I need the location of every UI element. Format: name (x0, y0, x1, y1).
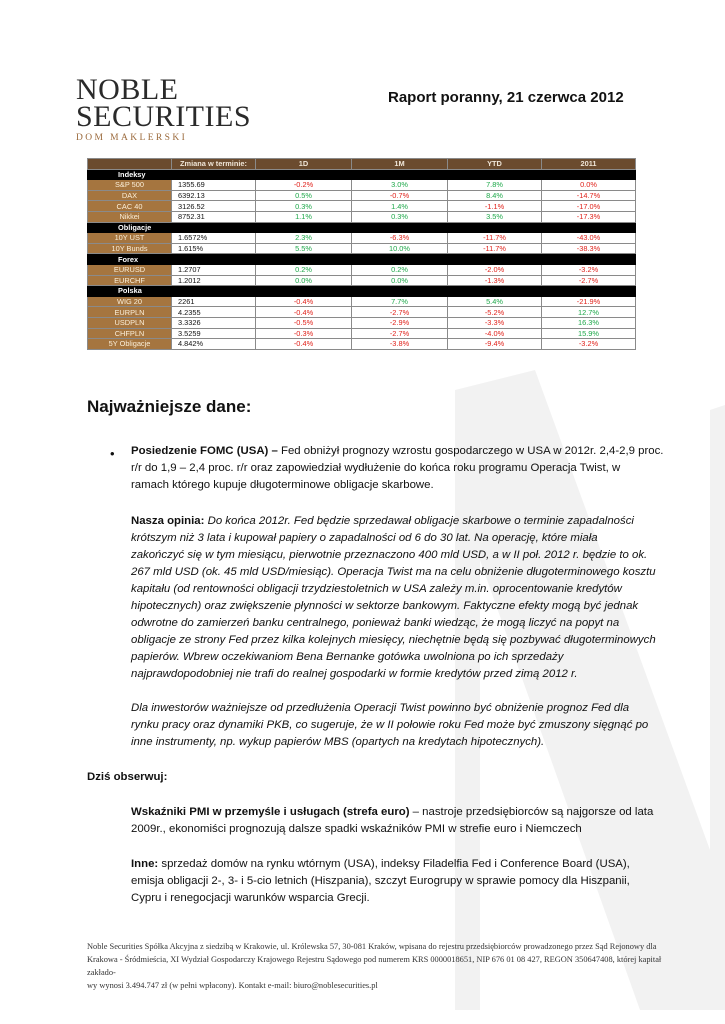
header-cell-empty (88, 159, 172, 170)
section-heading: Najważniejsze dane: (87, 397, 252, 416)
change-d1: 1.1% (256, 211, 352, 222)
table-header-cell: 1D (256, 159, 352, 170)
table-row (88, 339, 636, 350)
change-ytd: -9.4% (448, 339, 542, 350)
table-section-row (88, 222, 636, 233)
opinion-line: 267 mld USD (ok. 45 mld USD/miesiąc). Operacja Twist ma na celu obniżenie długoterminowego kosztu (131, 566, 656, 578)
instrument-value: 3126.52 (172, 201, 256, 212)
footer-line-1: Noble Securities Spółka Akcyjna z siedzibą w Krakowie, ul. Królewska 57, 30-081 Kraków, wpisana do rejestru przedsiębiorców prowadzonego przez Sąd Rejonowy dla (87, 942, 657, 951)
change-d1: -0.4% (256, 339, 352, 350)
change-d1: -0.4% (256, 307, 352, 318)
instrument-name: CHFPLN (88, 328, 172, 339)
change-y2011: 15.9% (542, 328, 636, 339)
instrument-value: 1.2707 (172, 264, 256, 275)
table-row (88, 190, 636, 201)
change-d1: -0.2% (256, 180, 352, 191)
change-m1: 10.0% (352, 243, 448, 254)
change-d1: 2.3% (256, 233, 352, 244)
inne-line-3: Cypru i renegocjacji warunków wsparcia Grecji. (131, 892, 370, 904)
change-y2011: -14.7% (542, 190, 636, 201)
footer-line-3: wy wynosi 3.494.747 zł (w pełni wpłacony). Kontakt e-mail: biuro@noblesecurities.pl (87, 981, 378, 990)
change-ytd: 8.4% (448, 190, 542, 201)
change-ytd: 5.4% (448, 296, 542, 307)
instrument-name: EURCHF (88, 275, 172, 286)
change-ytd: -4.0% (448, 328, 542, 339)
fomc-line-2: r/r do 1,9 – 2,4 proc. r/r oraz zapowiedział wydłużenie do końca roku programu Operacja Twist, w (131, 462, 621, 474)
change-ytd: -3.3% (448, 317, 542, 328)
noble-securities-logo (76, 73, 252, 143)
change-y2011: -17.3% (542, 211, 636, 222)
table-row (88, 328, 636, 339)
instrument-name: 10Y Bunds (88, 243, 172, 254)
table-row (88, 296, 636, 307)
pmi-label: Wskaźniki PMI w przemyśle i usługach (strefa euro) (131, 806, 410, 818)
inne-line-1: sprzedaż domów na rynku wtórnym (USA), indeksy Filadelfia Fed i Conference Board (USA), (158, 858, 630, 870)
change-ytd: 3.5% (448, 211, 542, 222)
instrument-name: CAC 40 (88, 201, 172, 212)
table-header-cell: 1M (352, 159, 448, 170)
change-d1: 5.5% (256, 243, 352, 254)
fomc-line-1: Fed obniżył prognozy wzrostu gospodarczego w USA w 2012r. 2,4-2,9 proc. (277, 445, 664, 457)
table-section-row (88, 286, 636, 297)
change-m1: 3.0% (352, 180, 448, 191)
table-row (88, 317, 636, 328)
change-d1: 0.3% (256, 201, 352, 212)
instrument-name: EURUSD (88, 264, 172, 275)
instrument-value: 3.3326 (172, 317, 256, 328)
opinion-p2-line: Dla inwestorów ważniejsze od przedłużenia Operacji Twist powinno być obniżenie prognoz Fed dla (131, 702, 630, 714)
instrument-value: 4.2355 (172, 307, 256, 318)
section-title: Obligacje (88, 222, 636, 233)
instrument-value: 4.842% (172, 339, 256, 350)
change-y2011: -21.9% (542, 296, 636, 307)
change-m1: -0.7% (352, 190, 448, 201)
change-ytd: 7.8% (448, 180, 542, 191)
opinion-label: Nasza opinia: (131, 515, 205, 527)
opinion-p2-line: rynku pracy oraz dynamiki PKB, co sugeruje, że w II połowie roku Fed może być zmuszony sięgnąć po (131, 719, 649, 731)
change-d1: 0.2% (256, 264, 352, 275)
change-y2011: 0.0% (542, 180, 636, 191)
table-header-row (88, 159, 636, 170)
logo-line-noble: NOBLE (76, 73, 179, 106)
instrument-name: DAX (88, 190, 172, 201)
footer-line-2: Krakowa - Śródmieścia, XI Wydział Gospodarczy Krajowego Rejestru Sądowego pod numerem KRS 0000018651, NIP 676 01 08 427, REGON 350647408, której kapitał zakłado- (87, 955, 662, 977)
opinion-p2-line: inne instrumenty, np. wykup papierów MBS (opartych na kredytach hipotecznych). (131, 736, 545, 748)
table-row (88, 180, 636, 191)
instrument-value: 3.5259 (172, 328, 256, 339)
change-ytd: -5.2% (448, 307, 542, 318)
pmi-line-1: – nastroje przedsiębiorców są najgorsze od lata (409, 806, 654, 818)
change-y2011: -3.2% (542, 339, 636, 350)
opinion-line: kapitału (od rentowności obligacji trzydziestoletnich w USA zależy m.in. oprocentowanie kredytów (131, 583, 622, 595)
table-row (88, 275, 636, 286)
opinion-line: krótszym niż 3 lata i kupował papiery o zapadalności od 6 do 30 lat. Na operację, które miała (131, 532, 598, 544)
instrument-value: 1.615% (172, 243, 256, 254)
opinion-line-1: Do końca 2012r. Fed będzie sprzedawał obligacje skarbowe o terminie zapadalności (204, 515, 634, 527)
change-m1: 7.7% (352, 296, 448, 307)
change-y2011: -43.0% (542, 233, 636, 244)
logo-line-dom-maklerski: DOM MAKLERSKI (76, 133, 188, 143)
table-row (88, 201, 636, 212)
change-m1: -6.3% (352, 233, 448, 244)
change-m1: -2.9% (352, 317, 448, 328)
change-y2011: -2.7% (542, 275, 636, 286)
section-title: Polska (88, 286, 636, 297)
opinion-line: najprawdopodobniej nie trafi do realnej gospodarki w formie kredytów przed zimą 2012 r. (131, 668, 578, 680)
instrument-value: 2261 (172, 296, 256, 307)
change-y2011: -17.0% (542, 201, 636, 212)
change-d1: -0.4% (256, 296, 352, 307)
opinion-paragraph-2 (131, 700, 648, 751)
instrument-value: 1.6572% (172, 233, 256, 244)
table-section-row (88, 254, 636, 265)
change-ytd: -11.7% (448, 243, 542, 254)
opinion-line: odwrotne do zamierzeń banku centralnego, ponieważ banki wiedząc, że mogą liczyć na popyt na (131, 617, 620, 629)
instrument-value: 6392.13 (172, 190, 256, 201)
change-m1: 0.2% (352, 264, 448, 275)
table-row (88, 243, 636, 254)
footer (87, 940, 687, 992)
change-d1: -0.3% (256, 328, 352, 339)
section-title: Forex (88, 254, 636, 265)
change-m1: 1.4% (352, 201, 448, 212)
instrument-value: 8752.31 (172, 211, 256, 222)
table-row (88, 264, 636, 275)
change-m1: 0.3% (352, 211, 448, 222)
change-y2011: -38.3% (542, 243, 636, 254)
inne-paragraph (131, 856, 630, 907)
table-row (88, 211, 636, 222)
change-m1: -2.7% (352, 307, 448, 318)
inne-label: Inne: (131, 858, 159, 870)
change-y2011: -3.2% (542, 264, 636, 275)
change-ytd: -1.1% (448, 201, 542, 212)
section-title: Indeksy (88, 169, 636, 180)
instrument-name: 5Y Obligacje (88, 339, 172, 350)
logo-line-securities: SECURITIES (76, 100, 252, 133)
table-header-cell: YTD (448, 159, 542, 170)
table-section-row (88, 169, 636, 180)
market-table (87, 158, 636, 350)
table-row (88, 233, 636, 244)
change-m1: -2.7% (352, 328, 448, 339)
change-m1: 0.0% (352, 275, 448, 286)
change-d1: 0.5% (256, 190, 352, 201)
watch-heading: Dziś obserwuj: (87, 771, 168, 783)
change-ytd: -11.7% (448, 233, 542, 244)
inne-line-2: emisja obligacji 2-, 3- i 5-cio letnich (Hiszpania), szczyt Eurogrupy w sprawie pomocy dla Hiszpanii, (131, 875, 630, 887)
change-y2011: 16.3% (542, 317, 636, 328)
opinion-line: obligacje ze strony Fed przez kilka kolejnych miesięcy, niechętnie będą się pozbywać długoterminowych (131, 634, 656, 646)
opinion-paragraph (131, 513, 656, 683)
change-d1: -0.5% (256, 317, 352, 328)
opinion-line: zakończyć się w tym miesiącu, pierwotnie przeznaczono 400 mld USD, a w II poł. 2012 r. będzie to ok. (131, 549, 648, 561)
instrument-name: 10Y UST (88, 233, 172, 244)
instrument-name: Nikkei (88, 211, 172, 222)
table-header-cell: Zmiana w terminie: (172, 159, 256, 170)
pmi-line-2: 2009r., ekonomiści prognozują dalsze spadki wskaźników PMI w strefie euro i Niemczech (131, 823, 582, 835)
instrument-name: S&P 500 (88, 180, 172, 191)
table-header-cell: 2011 (542, 159, 636, 170)
change-y2011: 12.7% (542, 307, 636, 318)
fomc-paragraph (131, 443, 663, 494)
report-title: Raport poranny, 21 czerwca 2012 (388, 89, 624, 106)
instrument-name: WIG 20 (88, 296, 172, 307)
instrument-name: EURPLN (88, 307, 172, 318)
change-m1: -3.8% (352, 339, 448, 350)
bullet-dot: • (110, 446, 115, 461)
instrument-value: 1355.69 (172, 180, 256, 191)
fomc-line-3: ramach którego kupuje długoterminowe obligacje skarbowe. (131, 479, 434, 491)
change-ytd: -2.0% (448, 264, 542, 275)
instrument-value: 1.2012 (172, 275, 256, 286)
table-row (88, 307, 636, 318)
instrument-name: USDPLN (88, 317, 172, 328)
opinion-line: papierów. Wbrew oczekiwaniom Bena Bernanke gotówka uwolniona po ich sprzedaży (131, 651, 564, 663)
opinion-line: hipotecznych) oraz zwiększenie płynności w sektorze bankowym. Faktyczne efekty mogą być jednak (131, 600, 639, 612)
change-ytd: -1.3% (448, 275, 542, 286)
pmi-paragraph (131, 804, 653, 838)
change-d1: 0.0% (256, 275, 352, 286)
fomc-label: Posiedzenie FOMC (USA) – (131, 445, 278, 457)
